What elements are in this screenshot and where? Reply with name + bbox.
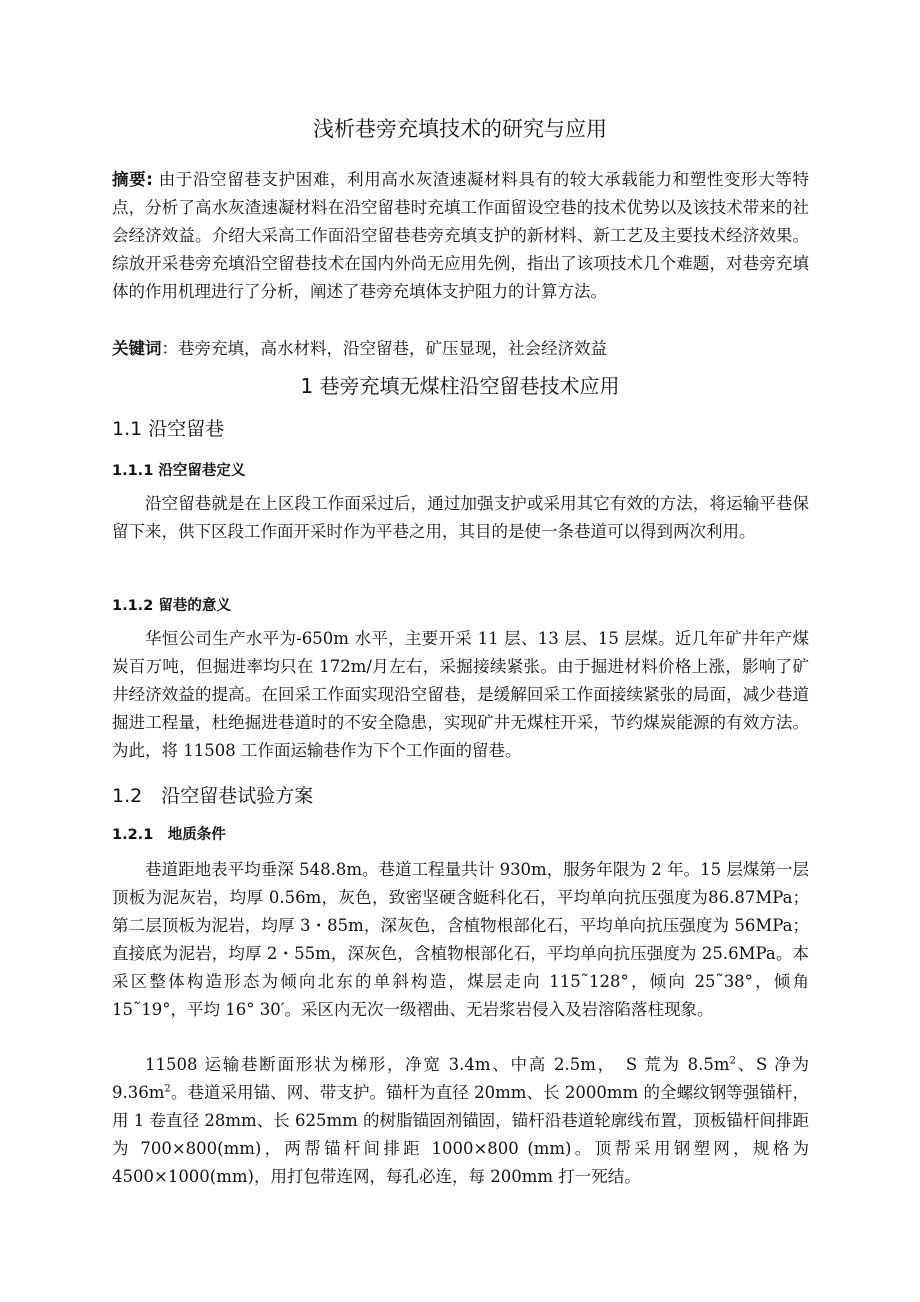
paragraph-roadway — [112, 1051, 809, 1191]
section-heading-1-2-1: 1.2.1 地质条件 — [112, 827, 226, 843]
section-heading-1-1-2: 1.1.2 留巷的意义 — [112, 598, 231, 614]
keywords-text: ：巷旁充填，高水材料，沿空留巷，矿压显现，社会经济效益 — [161, 339, 607, 358]
roadway-text-c: 。巷道采用锚、网、带支护。锚杆为直径 20mm、长 2000mm 的全螺纹钢等强锚杆，用 1 卷直径 28mm、长 625mm 的树脂锚固剂锚固，锚杆沿巷道轮廓线布置，顶板锚杆间排距为 700×800(mm)，两帮锚杆间排距 1000×800 (mm)。顶帮采用钢塑网，规格为 4500×1000(mm)，用打包带连网，每孔必连，每 200mm 打一死结。 — [112, 1083, 809, 1186]
section-heading-1-1-1: 1.1.1 沿空留巷定义 — [112, 463, 246, 479]
page-title: 浅析巷旁充填技术的研究与应用 — [313, 117, 607, 141]
paragraph-definition: 沿空留巷就是在上区段工作面采过后，通过加强支护或采用其它有效的方法，将运输平巷保留下来，供下区段工作面开采时作为平巷之用，其目的是使一条巷道可以得到两次利用。 — [112, 494, 809, 541]
section-heading-1-2: 1.2 沿空留巷试验方案 — [112, 785, 314, 807]
superscript-2: 2 — [164, 1083, 171, 1095]
paragraph-significance: 华恒公司生产水平为-650m 水平，主要开采 11 层、13 层、15 层煤。近几年矿井年产煤炭百万吨，但掘进率均只在 172m/月左右，采掘接续紧张。由于掘进材料价格上涨，影响了矿井经济效益的提高。在回采工作面实现沿空留巷，是缓解回采工作面接续紧张的局面，减少巷道掘进工程量，杜绝掘进巷道时的不安全隐患，实现矿井无煤柱开采，节约煤炭能源的有效方法。为此，将 11508 工作面运输巷作为下个工作面的留巷。 — [112, 629, 809, 760]
abstract — [112, 166, 809, 306]
roadway-text-b: 、S 净为 9.36m — [112, 1055, 809, 1102]
superscript-2: 2 — [729, 1055, 736, 1067]
paragraph-geology: 巷道距地表平均垂深 548.8m。巷道工程量共计 930m，服务年限为 2 年。15 层煤第一层顶板为泥灰岩，均厚 0.56m，灰色，致密坚硬含蜓科化石，平均单向抗压强度为86.87MPa；第二层顶板为泥岩，均厚 3・85m，深灰色，含植物根部化石，平均单向抗压强度为 56MPa；直接底为泥岩，均厚 2・55m，深灰色，含植物根部化石，平均单向抗压强度为 25.6MPa。本采区整体构造形态为倾向北东的单斜构造，煤层走向 115˜128°，倾向 25˜38°，倾角 15˜19°，平均 16° 30′。采区内无次一级褶曲、无岩浆岩侵入及岩溶陷落柱现象。 — [112, 860, 809, 1019]
section-heading-1-1: 1.1 沿空留巷 — [112, 418, 225, 440]
abstract-label: 摘要: — [112, 170, 153, 189]
keywords — [112, 335, 809, 363]
abstract-text: 由于沿空留巷支护困难，利用高水灰渣速凝材料具有的较大承载能力和塑性变形大等特点，分析了高水灰渣速凝材料在沿空留巷时充填工作面留设空巷的技术优势以及该技术带来的社会经济效益。介绍大采高工作面沿空留巷巷旁充填支护的新材料、新工艺及主要技术经济效果。综放开采巷旁充填沿空留巷技术在国内外尚无应用先例，指出了该项技术几个难题，对巷旁充填体的作用机理进行了分析，阐述了巷旁充填体支护阻力的计算方法。 — [112, 170, 809, 301]
roadway-text-a: 11508 运输巷断面形状为梯形，净宽 3.4m、中高 2.5m， S 荒为 8.5m — [145, 1055, 730, 1074]
section-heading-1: 1 巷旁充填无煤柱沿空留巷技术应用 — [300, 374, 620, 398]
keywords-label: 关键词 — [112, 339, 162, 358]
